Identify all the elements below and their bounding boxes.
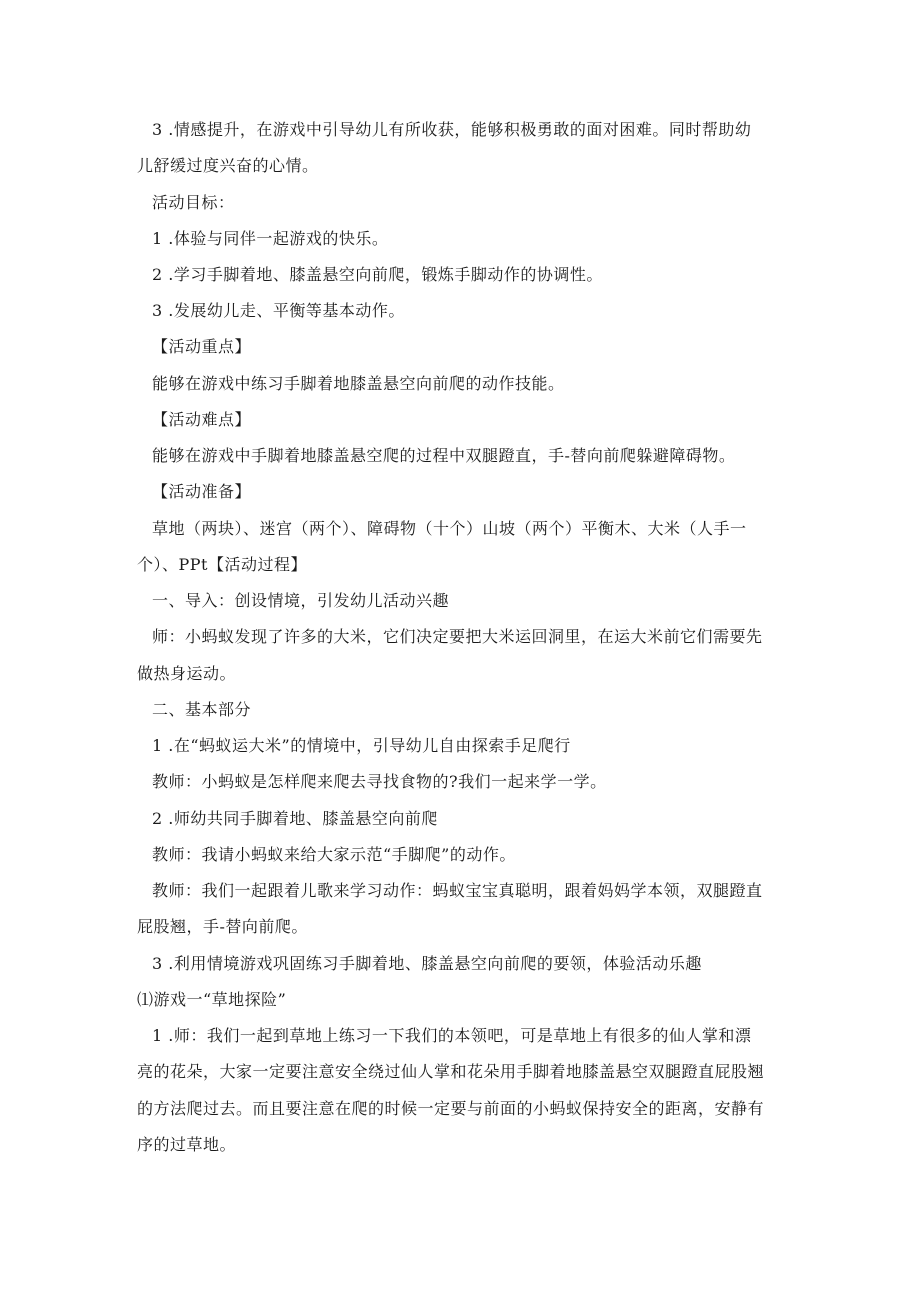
objective-item-3: 3 .发展幼儿走、平衡等基本动作。 — [152, 301, 405, 320]
section-heading-difficulties: 【活动难点】 — [152, 410, 252, 429]
paragraph-line-1: 3 .情感提升，在游戏中引导幼儿有所收获，能够积极勇敢的面对困难。同时帮助幼 — [152, 120, 752, 139]
preparation-text-line-2: 个）、PPt【活动过程】 — [137, 555, 307, 574]
teacher-line-4: 教师：我们一起跟着儿歌来学习动作：蚂蚁宝宝真聪明，跟着妈妈学本领，双腿蹬直 — [152, 881, 763, 900]
game-one-line-3: 的方法爬过去。而且要注意在爬的时候一定要与前面的小蚂蚁保持安全的距离，安静有 — [137, 1099, 765, 1118]
preparation-text-line-1: 草地（两块）、迷宫（两个）、障碍物（十个）山坡（两个）平衡木、大米（人手一 — [152, 519, 747, 538]
section-heading-objectives: 活动目标： — [152, 193, 235, 212]
teacher-line-1-cont: 做热身运动。 — [137, 664, 237, 683]
section-heading-introduction: 一、导入：创设情境，引发幼儿活动兴趣 — [152, 591, 450, 610]
game-one-line-1: 1 .师：我们一起到草地上练习一下我们的本领吧，可是草地上有很多的仙人掌和漂 — [152, 1026, 752, 1045]
difficulties-text: 能够在游戏中手脚着地膝盖悬空爬的过程中双腿蹬直，手-替向前爬躲避障碍物。 — [152, 446, 736, 465]
section-heading-key-points: 【活动重点】 — [152, 337, 252, 356]
objective-item-2: 2 .学习手脚着地、膝盖悬空向前爬，锻炼手脚动作的协调性。 — [152, 265, 603, 284]
teacher-line-3: 教师：我请小蚂蚁来给大家示范“手脚爬”的动作。 — [152, 845, 516, 864]
basic-item-3: 3 .利用情境游戏巩固练习手脚着地、膝盖悬空向前爬的要领，体验活动乐趣 — [152, 954, 702, 973]
section-heading-preparation: 【活动准备】 — [152, 482, 252, 501]
teacher-line-1: 师：小蚂蚁发现了许多的大米，它们决定要把大米运回洞里，在运大米前它们需要先 — [152, 627, 763, 646]
key-points-text: 能够在游戏中练习手脚着地膝盖悬空向前爬的动作技能。 — [152, 374, 565, 393]
game-one-heading: ⑴游戏一“草地探险” — [137, 990, 287, 1009]
basic-item-2: 2 .师幼共同手脚着地、膝盖悬空向前爬 — [152, 809, 438, 828]
teacher-line-2: 教师：小蚂蚁是怎样爬来爬去寻找食物的?我们一起来学一学。 — [152, 772, 607, 791]
paragraph-line-2: 儿舒缓过度兴奋的心情。 — [137, 156, 319, 175]
teacher-line-4-cont: 屁股翘，手-替向前爬。 — [137, 917, 308, 936]
basic-item-1: 1 .在“蚂蚁运大米”的情境中，引导幼儿自由探索手足爬行 — [152, 736, 571, 755]
section-heading-basic: 二、基本部分 — [152, 700, 252, 719]
game-one-line-4: 序的过草地。 — [137, 1135, 237, 1154]
game-one-line-2: 亮的花朵，大家一定要注意安全绕过仙人掌和花朵用手脚着地膝盖悬空双腿蹬直屁股翘 — [137, 1062, 765, 1081]
objective-item-1: 1 .体验与同伴一起游戏的快乐。 — [152, 229, 389, 248]
